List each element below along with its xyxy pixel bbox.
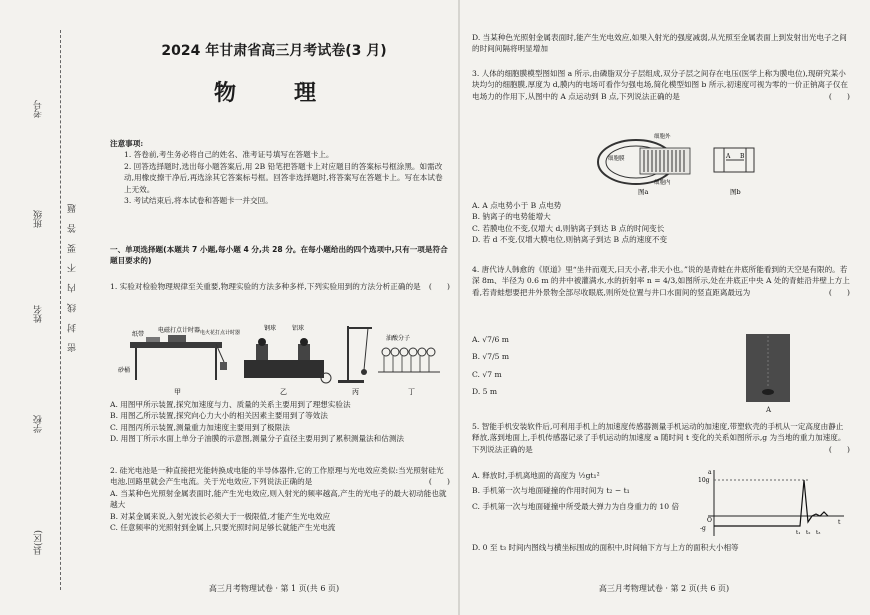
- acceleration-curve: [714, 480, 828, 526]
- q3-option-b: B. 钠离子的电势能增大: [472, 212, 551, 222]
- q1-apparatus-figures: [116, 322, 446, 397]
- right-page: [472, 0, 856, 615]
- q3-option-c: C. 若膜电位不变,仅增大 d,则钠离子到达 B 点的时间变长: [472, 223, 665, 233]
- school-label: 学校: [34, 415, 44, 433]
- graph-label-t2: t₂: [806, 530, 811, 536]
- q5-option-b: B. 手机第一次与地面碰撞的作用时间为 t₂ − t₁: [472, 486, 630, 496]
- q3-option-a: A. A 点电势小于 B 点电势: [472, 201, 562, 210]
- q1-text: 1. 实验对检验物理规律至关重要,物理实验的方法多种多样,下列实验用到的方法分析正确的是: [110, 282, 421, 291]
- q5-answer-paren: ( ): [828, 444, 850, 454]
- fig-point-b: B: [740, 153, 745, 160]
- question-5-stem: [472, 421, 850, 455]
- question-3-options: [472, 200, 850, 246]
- left-page: [96, 0, 452, 615]
- notice-heading: 注意事项:: [110, 139, 144, 148]
- q3-answer-paren: ( ): [828, 91, 850, 101]
- graph-label-10g: 10g: [698, 477, 710, 484]
- fig-label-sand-bucket: 砂桶: [118, 367, 131, 374]
- q4-well-figure: [738, 330, 798, 414]
- q3-text: 3. 人体的细胞膜模型图如图 a 所示,由磷脂双分子层组成,双分子层之间存在电压(医学上称为膜电位),现研究某小块均匀的细胞膜,厚度为 d,膜内的电场可看作匀强电场,简化模型如图 b 所示,初速度可视为零的一价正钠离子仅在电场力的作用下,从图中的 A 点运动到 B 点,下列说法正确的是: [472, 69, 848, 101]
- question-5-options: [472, 470, 697, 514]
- page-fold: [458, 0, 460, 615]
- q4-option-b: B. √7/5 m: [472, 352, 510, 362]
- question-1-stem: [110, 281, 450, 292]
- fig-label-membrane: 细胞膜: [608, 156, 625, 162]
- name-label: 姓名: [34, 305, 44, 323]
- fig-caption-ding: 丁: [408, 388, 415, 396]
- fig-caption-b: 图b: [730, 188, 741, 196]
- notices: [110, 138, 450, 206]
- q2-option-a: A. 当某种色光照射金属表面时,能产生光电效应,则入射光的频率越高,产生的光电子的最大初动能也就越大: [110, 488, 447, 510]
- fig-caption-yi: 乙: [280, 388, 287, 396]
- page-footer: 高三月考物理试卷 · 第 1 页(共 6 页): [208, 584, 340, 593]
- q1-option-c: C. 用图丙所示装置,测量重力加速度主要用到了极限法: [110, 422, 290, 432]
- fig-label-spark-timer: 电火花打点计时器: [200, 330, 241, 336]
- fig-point-a: A: [766, 406, 772, 414]
- graph-label-t: t: [838, 519, 841, 526]
- q4-option-a: A. √7/6 m: [472, 335, 509, 344]
- q3-membrane-figures: [590, 130, 790, 196]
- notice-item: 1. 答卷前,考生务必将自己的姓名、准考证号填写在答题卡上。: [124, 150, 334, 160]
- fig-caption-bing: 丙: [352, 388, 359, 396]
- q4-option-d: D. 5 m: [472, 387, 498, 397]
- figure-bing-pendulum-stand: [338, 326, 372, 383]
- fig-label-oleic-molecule: 油酸分子: [386, 335, 411, 342]
- fig-label-tape: 纸带: [132, 331, 145, 338]
- q5-text: 5. 智能手机安装软件后,可利用手机上的加速度传感器测量手机运动的加速度,带塑软壳的手机从一定高度由静止释放,落到地面上,手机传感器记录了手机运动的加速度 a 随时间 t 变化的关系如图所示,g 为当地的重力加速度。下列说法正确的是: [472, 422, 846, 454]
- question-4-options: [472, 334, 622, 398]
- figure-jia-cart-table: [130, 335, 227, 380]
- figure-b-simplified-model: [714, 148, 754, 172]
- exam-title: 2024 年甘肃省高三月考试卷(3 月): [161, 43, 387, 59]
- q1-option-b: B. 用图乙所示装置,探究向心力大小的相关因素主要用到了等效法: [110, 411, 328, 421]
- fig-caption-jia: 甲: [174, 388, 181, 396]
- q1-answer-paren: ( ): [428, 282, 450, 291]
- fig-point-a: A: [726, 153, 731, 160]
- fig-label-steel-ball: 钢球: [264, 325, 277, 332]
- q5-option-c: C. 手机第一次与地面碰撞中所受最大弹力为自身重力的 10 倍: [472, 501, 680, 511]
- page-footer: 高三月考物理试卷 · 第 2 页(共 6 页): [598, 584, 730, 593]
- graph-label-origin: O: [707, 517, 712, 524]
- q2-option-c: C. 任意频率的光照射到金属上,只要光照时间足够长就能产生光电流: [110, 523, 336, 533]
- seal-text: 密 封 线 内 不 要 答 题: [68, 200, 78, 353]
- seal-dashed-line: [60, 30, 61, 590]
- graph-label-neg-g: -g: [700, 525, 706, 532]
- q5-option-a: A. 释放时,手机离地面的高度为 ½gt₁²: [472, 471, 600, 480]
- q2-option-b: B. 对某金属来说,入射光波长必须大于一极限值,才能产生光电效应: [110, 511, 331, 521]
- q5-option-d: D. 0 至 t₃ 时间内图线与横坐标围成的面积中,时间轴下方与上方的面积大小相等: [472, 543, 739, 552]
- graph-label-a: a: [708, 469, 712, 476]
- q3-option-d: D. 若 d 不变,仅增大膜电位,则钠离子到达 B 点的速度不变: [472, 235, 668, 245]
- notice-item: 2. 回答选择题时,选出每小题答案后,用 2B 铅笔把答题卡上对应题目的答案标号框涂黑。如需改动,用橡皮擦干净后,再选涂其它答案标号框。回答非选择题时,将答案写在答题卡上。写在本试卷上无效。: [124, 161, 443, 194]
- class-label: 班级: [34, 210, 44, 228]
- county-label: 县(区): [34, 530, 44, 556]
- q2-text: 2. 硅光电池是一种直接把光能转换成电能的半导体器件,它的工作原理与光电效应类似:当光照射硅光电池,回路里就会产生电流。关于光电效应,下列说法正确的是: [110, 466, 444, 487]
- section-heading: 一、单项选择题(本题共 7 小题,每小题 4 分,共 28 分。在每小题给出的四个选项中,只有一项是符合题目要求的): [110, 245, 448, 266]
- fig-label-outside: 细胞外: [654, 134, 671, 140]
- question-3-stem: [472, 68, 850, 102]
- question-4-stem: [472, 264, 850, 298]
- frog-icon: [762, 389, 774, 395]
- graph-label-t1: t₁: [796, 530, 801, 536]
- question-1-options: [110, 399, 450, 445]
- notice-item: 3. 考试结束后,将本试卷和答题卡一并交回。: [124, 196, 273, 206]
- q1-option-a: A. 用图甲所示装置,探究加速度与力、质量的关系主要用到了理想实验法: [110, 400, 351, 409]
- figure-a-cell-membrane: [598, 140, 690, 184]
- figure-ding-oil-film: [378, 348, 440, 372]
- q4-option-c: C. √7 m: [472, 369, 502, 379]
- q5-acceleration-graph: [698, 466, 848, 542]
- fig-label-em-timer: 电磁打点计时器: [158, 327, 201, 334]
- q2-answer-paren: ( ): [428, 477, 450, 487]
- figure-yi-centripetal-device: [244, 338, 331, 383]
- question-2: [110, 465, 450, 533]
- q2-option-d: D. 当某种色光照射金属表面时,能产生光电效应,如果入射光的强度减弱,从光照至金属表面上到发射出光电子之间的时间间隔将明显增加: [472, 33, 847, 54]
- q1-option-d: D. 用图丁所示水面上单分子油膜的示意图,测量分子直径主要用到了累积测量法和估测法: [110, 434, 405, 444]
- fig-label-inside: 细胞内: [654, 180, 671, 186]
- subject-title: 物 理: [213, 80, 334, 106]
- binding-margin: [6, 30, 60, 590]
- graph-label-t3: t₃: [816, 530, 821, 536]
- q4-answer-paren: ( ): [828, 287, 850, 297]
- fig-caption-a: 图a: [638, 188, 649, 196]
- fig-label-aluminum-ball: 铝球: [292, 325, 305, 332]
- q4-text: 4. 唐代诗人韩愈的《原道》里“坐井而观天,曰天小者,非天小也。”说的是青蛙在井底所能看到的天空是有限的。若深 8m、半径为 0.6 m 的井中被灌满水,水的折射率 n = 4/3,如图所示,处在井底正中央 A 处的青蛙沿井壁上方上看,若青蛙想要把井外景物全部尽收眼底,则所处位置与井口水面间的竖直距离最远为: [472, 265, 850, 297]
- exam-no-label: 考号: [34, 100, 44, 118]
